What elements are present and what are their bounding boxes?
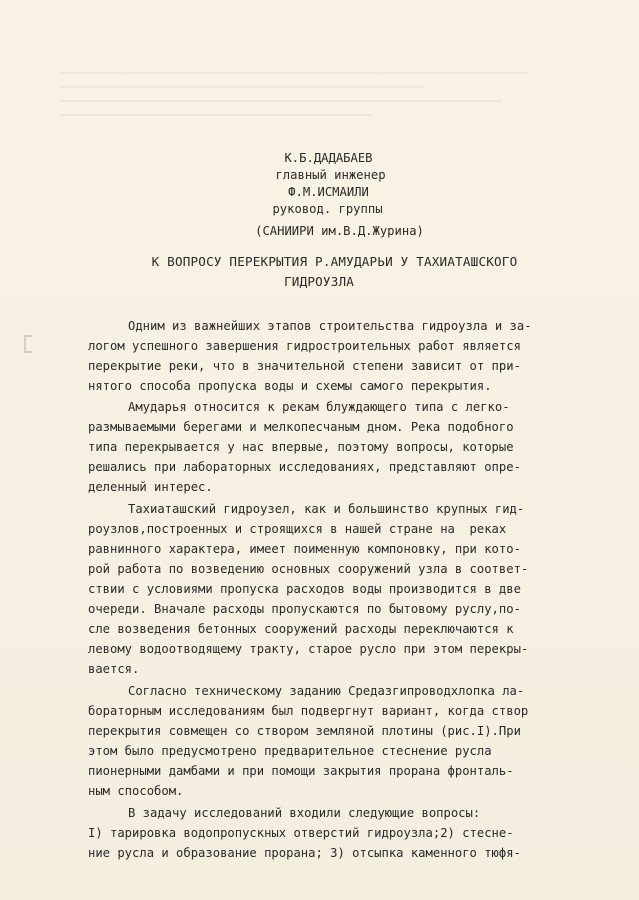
paragraph-line: перекрытия совмещен со створом земляной плотины (рис.I).При	[88, 724, 521, 738]
paragraph-line: равнинного характера, имеет поименную компоновку, при кото-	[88, 542, 521, 556]
author-1: К.Б.ДАДАБАЕВ	[284, 151, 373, 165]
margin-mark-icon	[22, 335, 34, 353]
title-line-2: ГИДРОУЗЛА	[284, 274, 355, 289]
paragraph-line: В задачу исследований входили следующие вопросы:	[128, 806, 481, 820]
paragraph-line: Одним из важнейших этапов строительства гидроузла и за-	[128, 319, 532, 333]
paragraph-line: размываемыми берегами и мелкопесчаным дном. Река подобного	[88, 420, 514, 434]
paragraph-line: логом успешного завершения гидростроительных работ является	[88, 339, 521, 353]
author-2-role: руковод. группы	[272, 202, 383, 216]
paragraph-line: I) тарировка водопропускных отверстий гидроузла;2) стесне-	[88, 826, 514, 840]
paragraph-line: Амударья относится к рекам блуждающего типа с легко-	[128, 400, 510, 414]
affiliation: (САНИИРИ им.В.Д.Журина)	[255, 224, 424, 238]
paragraph-line: ствии с условиями пропуска расходов воды производится в две	[88, 582, 521, 596]
paragraph-line: левому водоотводящему тракту, старое русло при этом перекры-	[88, 642, 529, 656]
paragraph-line: рой работа по возведению основных сооружений узла в соответ-	[88, 562, 529, 576]
paragraph-line: типа перекрывается у нас впервые, поэтому вопросы, которые	[88, 440, 514, 454]
paragraph-line: пионерными дамбами и при помощи закрытия прорана фронталь-	[88, 764, 514, 778]
paragraph-line: роузлов,построенных и строящихся в нашей стране на реках	[88, 522, 507, 536]
paragraph-line: ние русла и образование прорана; 3) отсыпка каменного тюфя-	[88, 846, 521, 860]
paragraph-line: ным способом.	[88, 784, 184, 798]
paragraph-line: сле возведения бетонных сооружений расходы переключаются к	[88, 622, 514, 636]
paragraph-line: бораторным исследованиям был подвергнут вариант, когда створ	[88, 704, 529, 718]
paragraph-line: решались при лабораторных исследованиях, представляют опре-	[88, 460, 521, 474]
author-2: Ф.М.ИСМАИЛИ	[288, 185, 369, 199]
paragraph-line: этом было предусмотрено предварительное стеснение русла	[88, 744, 492, 758]
paragraph-line: нятого способа пропуска воды и схемы самого перекрытия.	[88, 379, 492, 393]
paragraph-line: очереди. Вначале расходы пропускаются по бытовому руслу,по-	[88, 602, 521, 616]
author-1-role: главный инженер	[275, 168, 386, 182]
paragraph-line: Тахиаташский гидроузел, как и большинство крупных гид-	[128, 502, 525, 516]
paragraph-line: Согласно техническому заданию Средазгипроводхлопка ла-	[128, 684, 525, 698]
paragraph-line: деленный интерес.	[88, 480, 213, 494]
paragraph-line: перекрытие реки, что в значительной степени зависит от при-	[88, 359, 521, 373]
title-line-1: К ВОПРОСУ ПЕРЕКРЫТИЯ Р.АМУДАРЬИ У ТАХИАТАШСКОГО	[151, 254, 518, 269]
paragraph-line: вается.	[88, 662, 140, 676]
